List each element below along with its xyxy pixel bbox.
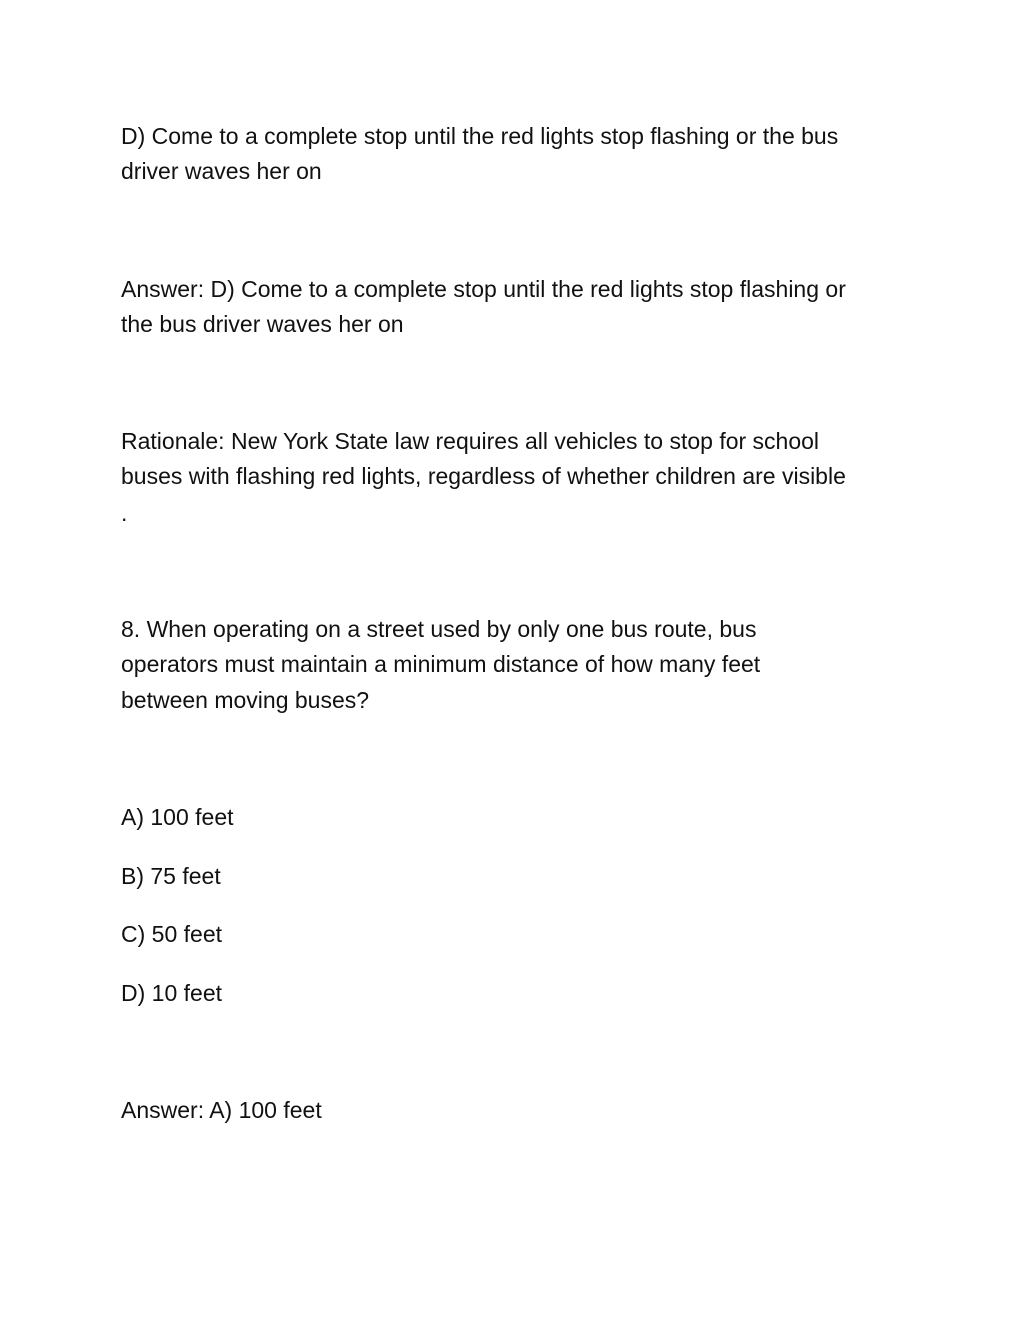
question-8-line-2: operators must maintain a minimum distance of how many feet (121, 651, 761, 677)
option-d: D) 10 feet (121, 980, 222, 1006)
rationale-line-2: buses with flashing red lights, regardless of whether children are visible (121, 463, 846, 489)
option-b: B) 75 feet (121, 863, 221, 889)
question-8-line-3: between moving buses? (121, 687, 370, 713)
question-8-line-1: 8. When operating on a street used by only one bus route, bus (121, 616, 757, 642)
rationale-line-1: Rationale: New York State law requires all vehicles to stop for school (121, 428, 820, 454)
option-d-line-1: D) Come to a complete stop until the red lights stop flashing or the bus (121, 123, 839, 149)
option-a: A) 100 feet (121, 804, 234, 830)
option-c: C) 50 feet (121, 921, 222, 947)
answer-line-1: Answer: D) Come to a complete stop until the red lights stop flashing or (121, 276, 846, 302)
rationale-line-3: . (121, 500, 128, 526)
answer-8: Answer: A) 100 feet (121, 1097, 322, 1123)
option-d-line-2: driver waves her on (121, 158, 322, 184)
answer-line-2: the bus driver waves her on (121, 311, 404, 337)
